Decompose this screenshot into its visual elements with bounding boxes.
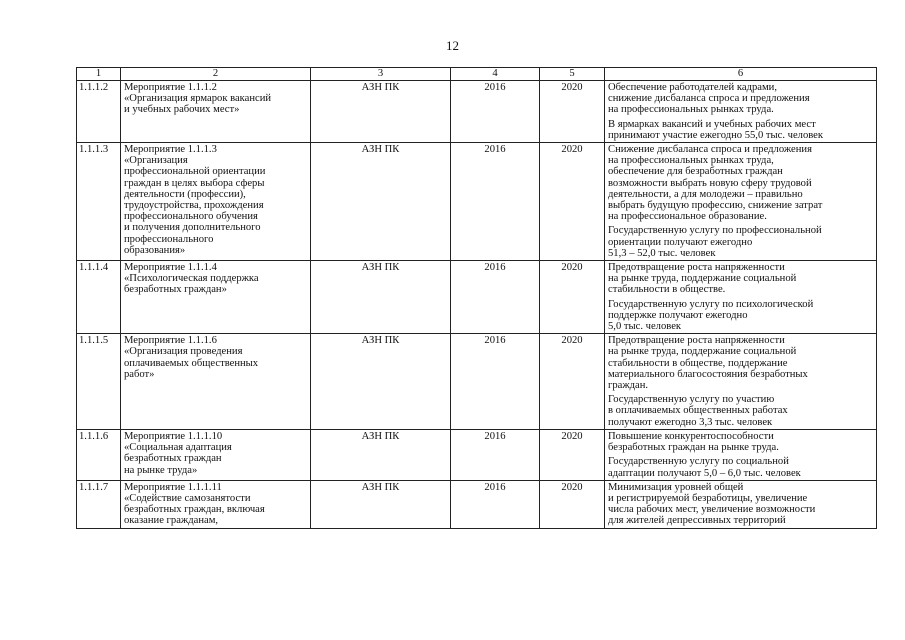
measure-number: 1.1.1.6: [77, 429, 121, 480]
executor: АЗН ПК: [311, 480, 451, 528]
column-number: 6: [605, 68, 877, 81]
column-number: 1: [77, 68, 121, 81]
measure-name: [121, 143, 311, 261]
measure-name-line: Мероприятие 1.1.1.3: [124, 144, 217, 156]
measure-name-line: Мероприятие 1.1.1.10: [124, 430, 223, 442]
end-year: 2020: [540, 143, 605, 261]
result-line: поддержке получают ежегодно: [608, 309, 748, 321]
column-number: 3: [311, 68, 451, 81]
result-line: Повышение конкурентоспособности: [608, 430, 774, 442]
measure-name: [121, 480, 311, 528]
end-year: 2020: [540, 261, 605, 334]
measure-name-line: и получения дополнительного: [124, 222, 261, 234]
measure-number: 1.1.1.4: [77, 261, 121, 334]
measure-name: [121, 334, 311, 430]
expected-result: [605, 480, 877, 528]
table-row: [77, 334, 877, 430]
result-line: материального благосостояния безработных: [608, 368, 808, 380]
result-line: получают ежегодно 3,3 тыс. человек: [608, 416, 773, 428]
result-line: Государственную услугу по профессиональной: [608, 225, 822, 237]
result-line: граждан.: [608, 380, 649, 392]
executor: АЗН ПК: [311, 429, 451, 480]
expected-result: [605, 261, 877, 334]
result-line: стабильности в обществе.: [608, 284, 726, 296]
column-number-row: [77, 68, 877, 81]
measure-name-line: «Организация проведения: [124, 346, 243, 358]
result-line: и регистрируемой безработицы, увеличение: [608, 492, 808, 504]
start-year: 2016: [451, 143, 540, 261]
start-year: 2016: [451, 429, 540, 480]
end-year: 2020: [540, 81, 605, 143]
measure-name-line: безработных граждан»: [124, 284, 227, 296]
table-row: [77, 429, 877, 480]
result-line: В ярмарках вакансий и учебных рабочих мест: [608, 118, 816, 130]
measure-name-line: «Организация ярмарок вакансий: [124, 93, 272, 105]
result-paragraph: [608, 262, 873, 296]
result-line: принимают участие ежегодно 55,0 тыс. человек: [608, 129, 824, 141]
result-line: адаптации получают 5,0 – 6,0 тыс. человек: [608, 467, 801, 479]
measure-name: [121, 261, 311, 334]
result-line: ориентации получают ежегодно: [608, 236, 753, 248]
result-paragraph: [608, 431, 873, 453]
result-paragraph: [608, 335, 873, 391]
end-year: 2020: [540, 480, 605, 528]
measure-name: [121, 81, 311, 143]
measure-name-line: безработных граждан, включая: [124, 504, 265, 516]
measure-name-line: профессионального обучения: [124, 211, 258, 223]
measure-number: 1.1.1.2: [77, 81, 121, 143]
result-line: на рынке труда, поддержание социальной: [608, 346, 797, 358]
result-line: обеспечение для безработных граждан: [608, 166, 783, 178]
result-line: на рынке труда, поддержание социальной: [608, 273, 797, 285]
start-year: 2016: [451, 261, 540, 334]
result-line: деятельности, а для молодежи – правильно: [608, 188, 803, 200]
result-line: возможности выбрать новую сферу трудовой: [608, 177, 812, 189]
end-year: 2020: [540, 429, 605, 480]
measure-name-line: трудоустройства, прохождения: [124, 200, 264, 212]
measure-name-line: граждан в целях выбора сферы: [124, 177, 265, 189]
result-line: безработных граждан на рынке труда.: [608, 442, 779, 454]
measure-name-line: профессиональной ориентации: [124, 166, 266, 178]
table-row: [77, 143, 877, 261]
measures-table: [76, 67, 877, 529]
measure-name-line: оплачиваемых общественных: [124, 357, 259, 369]
measure-name-line: «Социальная адаптация: [124, 442, 232, 454]
result-line: на профессиональное образование.: [608, 211, 767, 223]
result-paragraph: [608, 119, 873, 141]
expected-result: [605, 429, 877, 480]
end-year: 2020: [540, 334, 605, 430]
measure-name-line: на рынке труда»: [124, 464, 198, 476]
result-line: Обеспечение работодателей кадрами,: [608, 82, 777, 93]
result-paragraph: [608, 299, 873, 333]
result-line: на профессиональных рынках труда.: [608, 104, 774, 116]
measure-name-line: работ»: [124, 368, 155, 380]
measure-name-line: оказание гражданам,: [124, 515, 219, 527]
column-number: 4: [451, 68, 540, 81]
result-line: 5,0 тыс. человек: [608, 321, 682, 333]
page-number: 12: [446, 38, 459, 53]
start-year: 2016: [451, 81, 540, 143]
result-line: Предотвращение роста напряженности: [608, 262, 785, 274]
measure-number: 1.1.1.7: [77, 480, 121, 528]
start-year: 2016: [451, 480, 540, 528]
column-number: 2: [121, 68, 311, 81]
measure-name-line: Мероприятие 1.1.1.4: [124, 262, 217, 274]
measure-name-line: «Организация: [124, 155, 188, 167]
expected-result: [605, 143, 877, 261]
result-line: в оплачиваемых общественных работах: [608, 405, 788, 417]
measure-name-line: Мероприятие 1.1.1.2: [124, 82, 217, 93]
measure-name-line: Мероприятие 1.1.1.11: [124, 481, 222, 493]
result-line: Государственную услугу по социальной: [608, 456, 789, 468]
result-paragraph: [608, 82, 873, 116]
result-paragraph: [608, 482, 873, 527]
result-line: 51,3 – 52,0 тыс. человек: [608, 247, 716, 259]
result-line: снижение дисбаланса спроса и предложения: [608, 93, 810, 105]
table-row: [77, 480, 877, 528]
table-row: [77, 81, 877, 143]
result-paragraph: [608, 144, 873, 222]
executor: АЗН ПК: [311, 143, 451, 261]
expected-result: [605, 81, 877, 143]
measure-number: 1.1.1.3: [77, 143, 121, 261]
executor: АЗН ПК: [311, 81, 451, 143]
table-row: [77, 261, 877, 334]
measure-name-line: безработных граждан: [124, 453, 222, 465]
result-line: выбрать будущую профессию, снижение затрат: [608, 200, 823, 212]
result-line: числа рабочих мест, увеличение возможности: [608, 504, 816, 516]
result-line: Предотвращение роста напряженности: [608, 335, 785, 347]
result-line: стабильности в обществе, поддержание: [608, 357, 788, 369]
result-line: Государственную услугу по психологической: [608, 298, 814, 310]
measure-name-line: образования»: [124, 244, 186, 256]
result-paragraph: [608, 456, 873, 478]
result-line: для жителей депрессивных территорий: [608, 515, 786, 527]
column-number: 5: [540, 68, 605, 81]
result-line: на профессиональных рынках труда,: [608, 155, 774, 167]
measure-name-line: «Содействие самозанятости: [124, 492, 251, 504]
measure-name-line: деятельности (профессии),: [124, 188, 246, 200]
executor: АЗН ПК: [311, 261, 451, 334]
result-line: Снижение дисбаланса спроса и предложения: [608, 144, 812, 156]
measure-name-line: и учебных рабочих мест»: [124, 104, 240, 116]
measure-name-line: Мероприятие 1.1.1.6: [124, 335, 217, 347]
result-paragraph: [608, 225, 873, 259]
result-line: Минимизация уровней общей: [608, 481, 744, 493]
measure-number: 1.1.1.5: [77, 334, 121, 430]
executor: АЗН ПК: [311, 334, 451, 430]
start-year: 2016: [451, 334, 540, 430]
measure-name-line: профессионального: [124, 233, 214, 245]
measure-name: [121, 429, 311, 480]
expected-result: [605, 334, 877, 430]
result-line: Государственную услугу по участию: [608, 394, 775, 406]
measure-name-line: «Психологическая поддержка: [124, 273, 259, 285]
result-paragraph: [608, 394, 873, 428]
